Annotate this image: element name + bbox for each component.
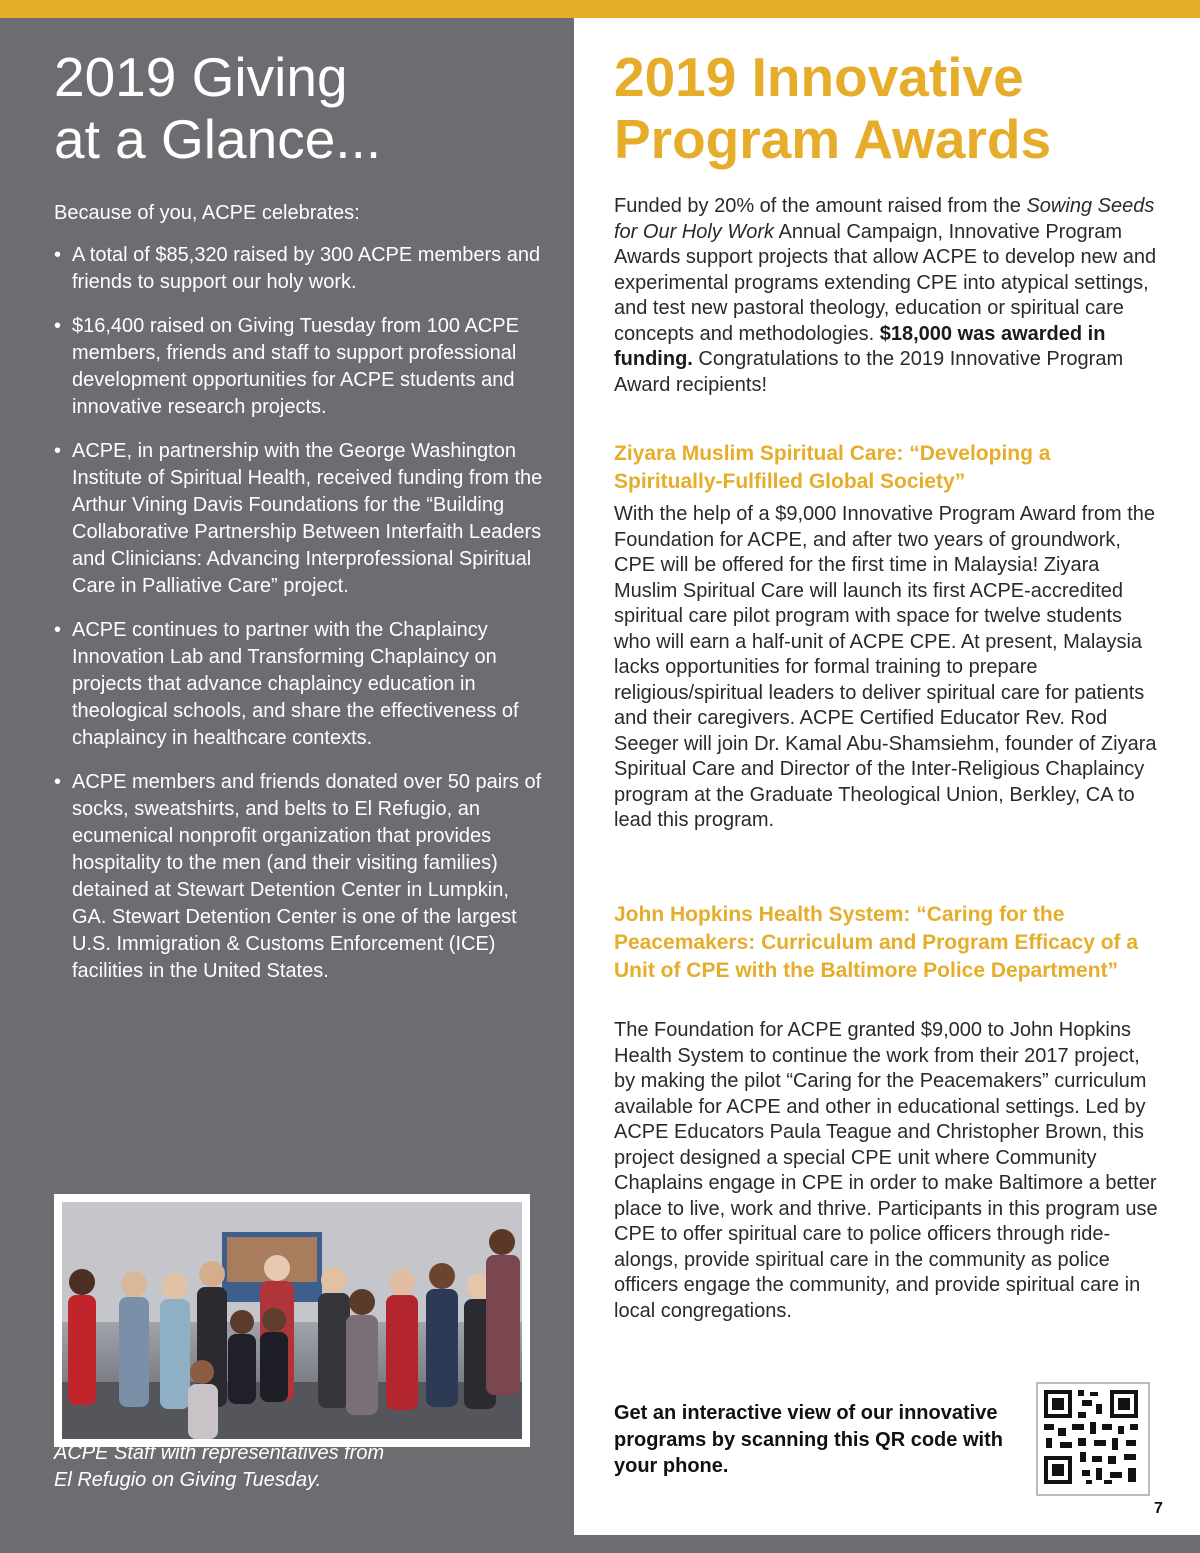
campaign-name: Sowing Seeds for Our Holy Work	[614, 195, 1155, 243]
award-text-john-hopkins: The Foundation for ACPE granted $9,000 to John Hopkins Health System to continue the work from their 2017 project, by making the pilot “Caring for the Peacemakers” curriculum available for ACPE and other in educational settings. Led by ACPE Educators Paula Teague and Christopher Brown, this project designed a special CPE unit where Community Chaplains engage in CPE in order to make Baltimore a better place to live, work and thrive. Participants in this program use CPE to offer spiritual care to police officers through ride-alongs, provide spiritual care in the community as police officers engage the community, and provide spiritual care in local congregations.	[614, 1019, 1158, 1322]
group-photo-illustration	[62, 1202, 522, 1439]
group-photo	[62, 1202, 522, 1439]
giving-at-a-glance-panel	[0, 18, 574, 1553]
award-title-john-hopkins: John Hopkins Health System: “Caring for the Peacemakers: Curriculum and Program Efficacy of a Unit of CPE with the Baltimore Police Department”	[614, 903, 1139, 982]
awards-title	[614, 46, 1174, 170]
qr-code-icon	[1038, 1384, 1144, 1490]
page-number: 7	[1154, 1500, 1163, 1517]
qr-instructions: Get an interactive view of our innovative programs by scanning this QR code with your phone.	[614, 1402, 1003, 1477]
list-item: • ACPE members and friends donated over 50 pairs of socks, sweatshirts, and belts to El Refugio, an ecumenical nonprofit organization that provides hospitality to the men (and their visiting families) detained at Stewart Detention Center in Lumpkin, GA. Stewart Detention Center is one of the largest U.S. Immigration & Customs Enforcement (ICE) facilities in the United States.	[54, 769, 544, 985]
photo-caption	[54, 1440, 534, 1494]
group-photo-frame	[54, 1194, 530, 1447]
caption-line2: El Refugio on Giving Tuesday.	[54, 1469, 322, 1491]
intro-text-1: Funded by 20% of the amount raised from the	[614, 195, 1027, 217]
intro-text-3: Congratulations to the 2019 Innovative Program Award recipients!	[614, 348, 1124, 396]
giving-title-line2: at a Glance...	[54, 108, 382, 170]
award-text-ziyara: With the help of a $9,000 Innovative Program Award from the Foundation for ACPE, and after two years of groundwork, CPE will be offered for the first time in Malaysia! Ziyara Muslim Spiritual Care will launch its first ACPE-accredited spiritual care pilot program with space for twelve students who will earn a half-unit of ACPE CPE. At present, Malaysia lacks opportunities for formal training to prepare religious/spiritual leaders to deliver spiritual care for patients and their caregivers. ACPE Certified Educator Rev. Rod Seeger will join Dr. Kamal Abu-Shamsiehm, founder of Ziyara Spiritual Care and Director of the Inter-Religious Chaplaincy program at the Graduate Theological Union, Berkley, CA to lead this program.	[614, 503, 1157, 831]
list-item: • ACPE, in partnership with the George Washington Institute of Spiritual Health, received funding from the Arthur Vining Davis Foundations for the “Building Collaborative Partnership Between Interfaith Leaders and Clinicians: Advancing Interprofessional Spiritual Care in Palliative Care” project.	[54, 438, 544, 600]
qr-code[interactable]	[1036, 1382, 1150, 1496]
list-item: • A total of $85,320 raised by 300 ACPE members and friends to support our holy work.	[54, 242, 544, 296]
list-item: • $16,400 raised on Giving Tuesday from 100 ACPE members, friends and staff to support professional development opportunities for ACPE students and innovative research projects.	[54, 313, 544, 421]
awards-title-line1: 2019 Innovative	[614, 46, 1024, 108]
award-title-ziyara: Ziyara Muslim Spiritual Care: “Developing a Spiritually-Fulfilled Global Society”	[614, 442, 1051, 493]
innovative-program-awards-panel	[574, 18, 1200, 1535]
intro-text-2: Annual Campaign, Innovative Program Awards support projects that allow ACPE to develop new and experimental programs extending CPE into atypical settings, and test new pastoral theology, education or spiritual care concepts and methodologies.	[614, 220, 1157, 345]
top-accent-bar	[0, 0, 1200, 18]
awards-intro	[614, 194, 1159, 398]
caption-line1: ACPE Staff with representatives from	[54, 1442, 385, 1464]
list-item: • ACPE continues to partner with the Chaplaincy Innovation Lab and Transforming Chaplaincy on projects that advance chaplaincy education in theological schools, and share the effectiveness of chaplaincy in healthcare contexts.	[54, 617, 544, 752]
giving-intro: Because of you, ACPE celebrates:	[54, 202, 360, 224]
awards-title-line2: Program Awards	[614, 108, 1052, 170]
giving-bullet-list	[54, 242, 544, 1002]
giving-title-line1: 2019 Giving	[54, 46, 348, 108]
funding-amount: $18,000 was awarded in funding.	[614, 322, 1106, 370]
giving-title	[54, 46, 554, 170]
